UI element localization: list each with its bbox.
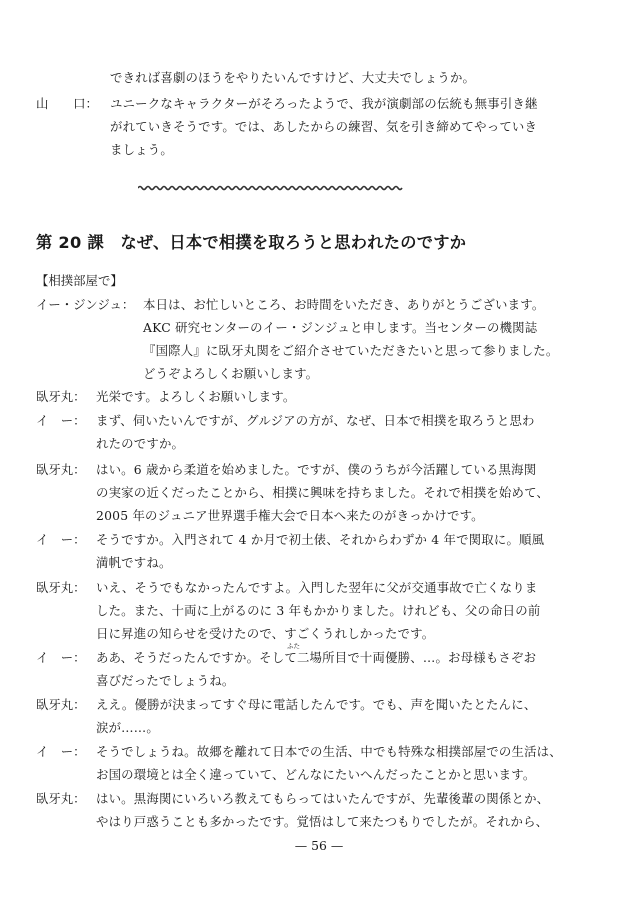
speaker-label: イー・ジンジュ： <box>36 297 135 312</box>
speaker-label: 臥牙丸： <box>36 580 86 595</box>
dialogue-line: そうでしょうね。故郷を離れて日本での生活、中でも特殊な相撲部屋での生活は、 <box>96 744 562 759</box>
dialogue-line: 涙が……。 <box>96 720 159 735</box>
speaker-label: 臥牙丸： <box>36 791 86 806</box>
ruby-annotation: ふた <box>287 642 300 650</box>
dialogue-line: 満帆ですね。 <box>96 555 172 570</box>
dialogue-line: そうですか。入門されて 4 か月で初土俵、それからわずか 4 年で関取に。順風 <box>96 532 545 547</box>
dialogue-line: ええ。優勝が決まってすぐ母に電話したんです。でも、声を聞いたとたんに、 <box>96 697 537 712</box>
dialogue-line: AKC 研究センターのイー・ジンジュと申します。当センターの機関誌 <box>143 320 538 335</box>
dialogue-line: 喜びだったでしょうね。 <box>96 673 235 688</box>
dialogue-line: ああ、そうだったんですか。そして二場所目で十両優勝、…。お母様もさぞお <box>96 650 537 665</box>
intro-line: できれば喜劇のほうをやりたいんですけど、大丈夫でしょうか。 <box>110 70 476 85</box>
speaker-label: 臥牙丸： <box>36 389 86 404</box>
dialogue-line: どうぞよろしくお願いします。 <box>143 366 319 381</box>
dialogue-line: 光栄です。よろしくお願いします。 <box>96 389 296 404</box>
dialogue-line: まず、伺いたいんですが、グルジアの方が、なぜ、日本で相撲を取ろうと思わ <box>96 413 535 428</box>
speaker-label: イ ー： <box>36 744 86 759</box>
speaker-label: 山 口： <box>36 96 98 111</box>
dialogue-line: れたのですか。 <box>96 436 185 451</box>
speaker-label: イ ー： <box>36 532 86 547</box>
dialogue-line: 本日は、お忙しいところ、お時間をいただき、ありがとうございます。 <box>143 297 545 312</box>
dialogue-line: の実家の近くだったことから、相撲に興味を持ちました。それで相撲を始めて、 <box>96 485 550 500</box>
speaker-label: イ ー： <box>36 413 86 428</box>
dialogue-line: お国の環境とは全く違っていて、どんなにたいへんだったことかと思います。 <box>96 767 536 782</box>
dialogue-line: 『国際人』に臥牙丸関をご紹介させていただきたいと思って参りました。 <box>143 343 559 358</box>
speaker-label: 臥牙丸： <box>36 462 86 477</box>
dialogue-line: はい。黒海関にいろいろ教えてもらってはいたんですが、先輩後輩の関係とか、 <box>96 791 550 806</box>
intro-line: ましょう。 <box>110 142 173 157</box>
speaker-label: 臥牙丸： <box>36 697 86 712</box>
dialogue-line: 2005 年のジュニア世界選手権大会で日本へ来たのがきっかけです。 <box>96 508 484 523</box>
dialogue-line: いえ、そうでもなかったんですよ。入門した翌年に父が交通事故で亡くなりま <box>96 580 538 595</box>
wavy-divider <box>138 184 404 192</box>
dialogue-line: やはり戸惑うことも多かったです。覚悟はして来たつもりでしたが。それから、 <box>96 814 549 829</box>
dialogue-line: 日に昇進の知らせを受けたので、すごくうれしかったです。 <box>96 626 435 641</box>
intro-line: がれていきそうです。では、あしたからの練習、気を引き締めてやっていき <box>110 119 538 134</box>
dialogue-line: した。また、十両に上がるのに 3 年もかかりました。けれども、父の命日の前 <box>96 603 541 618</box>
scene-setting: 【相撲部屋で】 <box>36 273 123 288</box>
page-number: — 56 — <box>294 838 344 853</box>
intro-line: ユニークなキャラクターがそろったようで、我が演劇部の伝統も無事引き継 <box>110 96 538 111</box>
lesson-title: 第 20 課 なぜ、日本で相撲を取ろうと思われたのですか <box>36 233 467 252</box>
dialogue-line: はい。6 歳から柔道を始めました。ですが、僕のうちが今活躍している黒海関 <box>96 462 537 477</box>
speaker-label: イ ー： <box>36 650 86 665</box>
